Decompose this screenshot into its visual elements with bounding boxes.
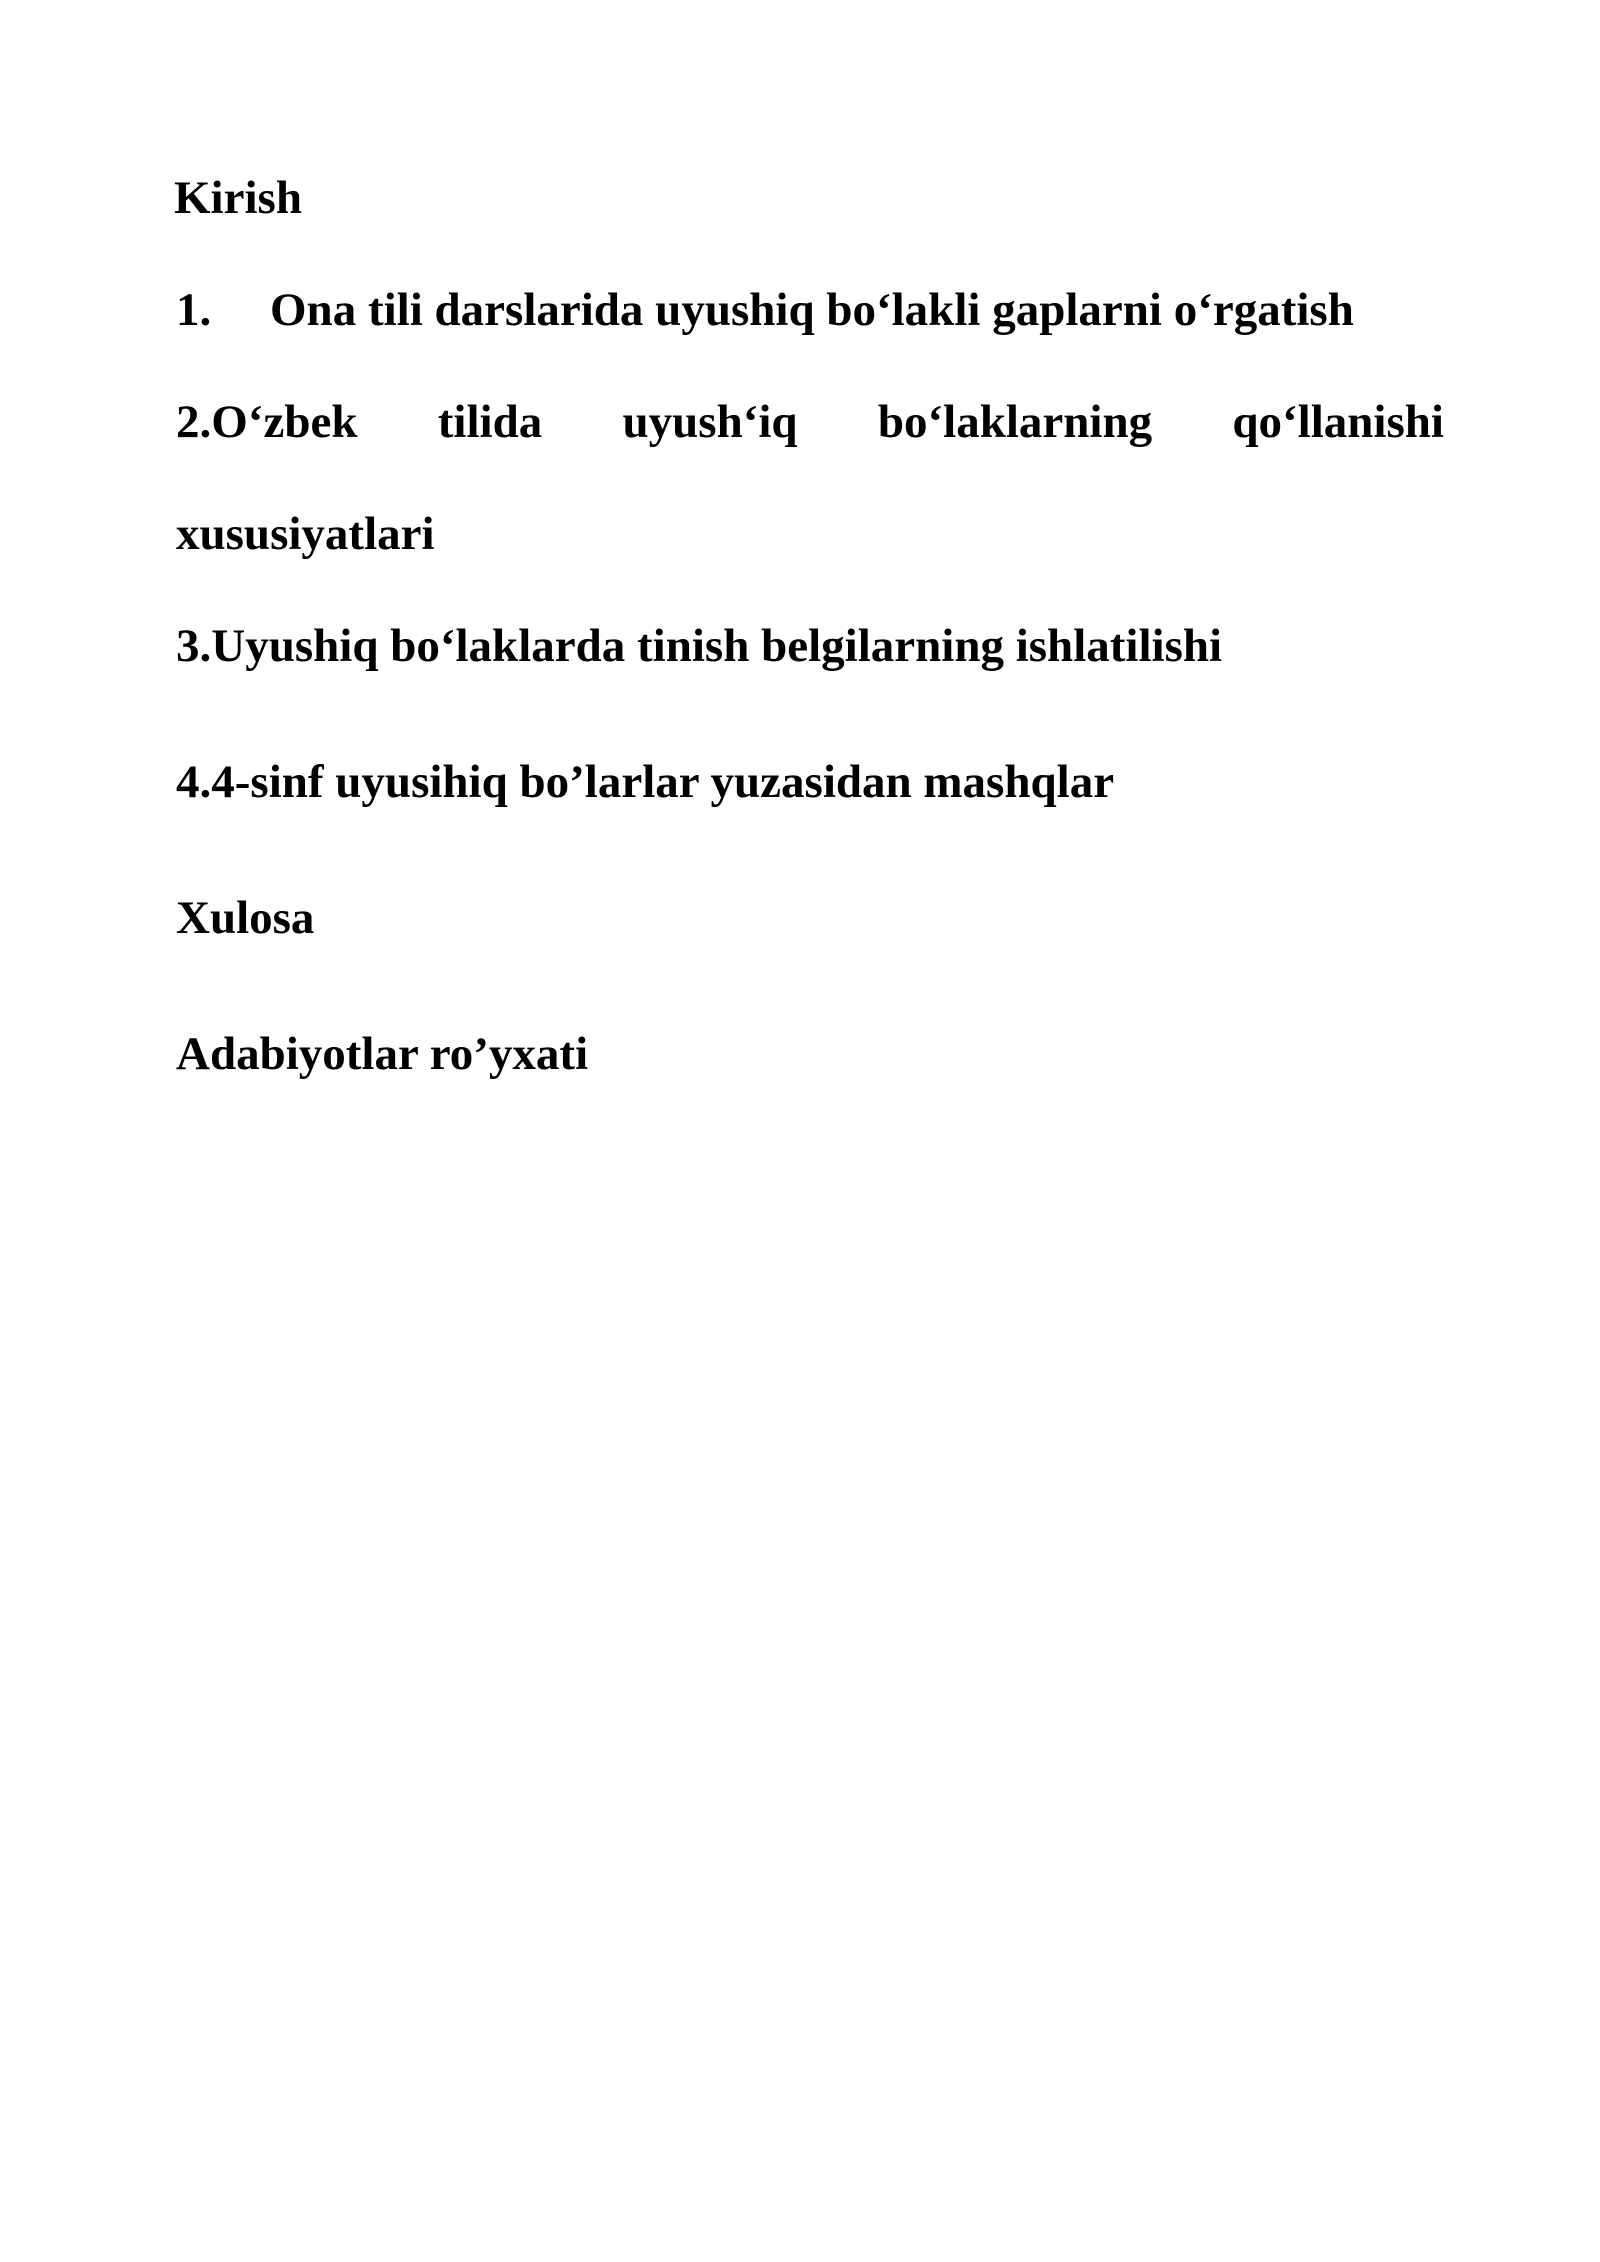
- toc-item-2-word: bo‘laklarning: [877, 396, 1153, 448]
- toc-item-2-continuation: xususiyatlari: [176, 508, 435, 560]
- toc-item-3: 3.Uyushiq bo‘laklarda tinish belgilarning ishlatilishi: [176, 620, 1223, 672]
- toc-item-2-line-1: [176, 394, 1444, 450]
- toc-item-1-text: Ona tili darslarida uyushiq bo‘lakli gaplarni o‘rgatish: [270, 284, 1354, 336]
- toc-item-2-word: 2.O‘zbek: [176, 396, 358, 448]
- toc-item-2-word: uyush‘iq: [622, 396, 798, 448]
- toc-intro: Kirish: [174, 172, 302, 224]
- toc-item-1-number: 1.: [176, 284, 212, 336]
- toc-item-4: 4.4-sinf uyusihiq bo’larlar yuzasidan mashqlar: [176, 756, 1115, 808]
- toc-item-2-word: qo‘llanishi: [1232, 396, 1444, 448]
- toc-references: Adabiyotlar ro’yxati: [176, 1028, 589, 1080]
- toc-item-1: [176, 282, 1354, 338]
- toc-item-2-word: tilida: [437, 396, 543, 448]
- toc-conclusion: Xulosa: [176, 892, 315, 944]
